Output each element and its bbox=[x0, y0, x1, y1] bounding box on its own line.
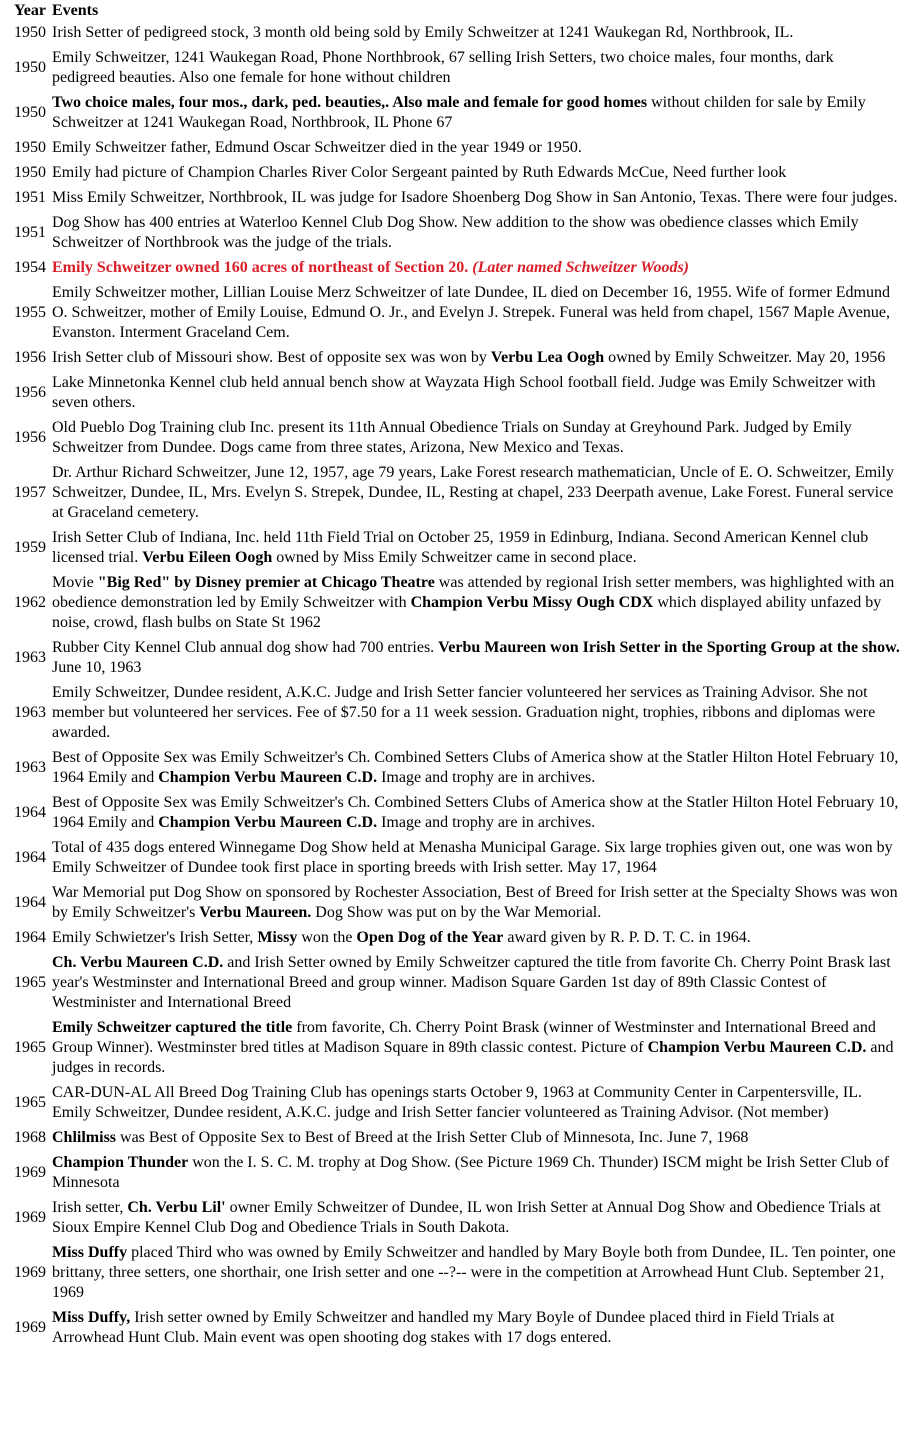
event-year: 1969 bbox=[14, 1209, 46, 1226]
table-row bbox=[0, 1016, 914, 1081]
emphasized-text: Miss Duffy, bbox=[52, 1309, 131, 1326]
event-description bbox=[52, 463, 914, 523]
table-row bbox=[0, 926, 914, 951]
table-row bbox=[0, 1196, 914, 1241]
event-description bbox=[52, 348, 914, 368]
event-text: CAR-DUN-AL All Breed Dog Training Club has openings starts October 9, 1963 at Community Center in Carpentersville, IL. Emily Schweitzer, Dundee resident, A.K.C. judge and Irish Setter fancier volunteered as Training Advisor. (Not member) bbox=[52, 1084, 862, 1121]
emphasized-text: Verbu Maureen. bbox=[199, 904, 312, 921]
year-column-header: Year bbox=[14, 2, 46, 19]
event-year: 1969 bbox=[14, 1164, 46, 1181]
event-description bbox=[52, 1018, 914, 1078]
event-description bbox=[52, 1198, 914, 1238]
emphasized-text: Ch. Verbu Lil' bbox=[127, 1199, 226, 1216]
event-text: without childen for sale by Emily Schweitzer at 1241 Waukegan Road, Northbrook, IL Phone 67 bbox=[52, 94, 866, 131]
table-row bbox=[0, 1306, 914, 1351]
event-text: Irish setter, bbox=[52, 1199, 128, 1216]
event-year: 1969 bbox=[14, 1319, 46, 1336]
event-text: Image and trophy are in archives. bbox=[377, 814, 596, 831]
event-text: Dr. Arthur Richard Schweitzer, June 12, 1957, age 79 years, Lake Forest research mathematician, Uncle of E. O. Schweitzer, Emily Schweitzer, Dundee, IL, Mrs. Evelyn S. Strepek, Dundee, IL, Resting at chapel, 233 Deerpath avenue, Lake Forest. Funeral service at Graceland cemetery. bbox=[52, 464, 894, 521]
event-text: June 10, 1963 bbox=[52, 659, 142, 676]
event-description bbox=[52, 748, 914, 788]
emphasized-text: Ch. Verbu Maureen C.D. bbox=[52, 954, 224, 971]
event-description bbox=[52, 93, 914, 133]
event-year: 1959 bbox=[14, 539, 46, 556]
event-year: 1950 bbox=[14, 139, 46, 156]
event-description bbox=[52, 188, 914, 208]
event-description bbox=[52, 258, 914, 278]
emphasized-text: Chlilmiss bbox=[52, 1129, 117, 1146]
event-text: placed Third who was owned by Emily Schweitzer and handled by Mary Boyle both from Dundee, IL. Ten pointer, one brittany, three setters, one shorthair, one Irish setter and one --?-- were in the competition at Arrowhead Hunt Club. September 21, 1969 bbox=[52, 1244, 896, 1301]
event-text: Image and trophy are in archives. bbox=[377, 769, 596, 786]
event-text: won the bbox=[297, 929, 357, 946]
event-text: Rubber City Kennel Club annual dog show had 700 entries. bbox=[52, 639, 439, 656]
event-year: 1950 bbox=[14, 24, 46, 41]
table-row bbox=[0, 1126, 914, 1151]
event-year: 1963 bbox=[14, 759, 46, 776]
table-row bbox=[0, 281, 914, 346]
table-row bbox=[0, 416, 914, 461]
event-description bbox=[52, 1243, 914, 1303]
event-year: 1951 bbox=[14, 224, 46, 241]
event-year: 1964 bbox=[14, 929, 46, 946]
event-text: Movie bbox=[52, 574, 98, 591]
event-year: 1954 bbox=[14, 259, 46, 276]
event-text: award given by R. P. D. T. C. in 1964. bbox=[503, 929, 751, 946]
event-description bbox=[52, 418, 914, 458]
event-description bbox=[52, 528, 914, 568]
event-description bbox=[52, 793, 914, 833]
event-year: 1964 bbox=[14, 849, 46, 866]
event-year: 1955 bbox=[14, 304, 46, 321]
event-description bbox=[52, 638, 914, 678]
emphasized-text: Verbu Lea Oogh bbox=[490, 349, 605, 366]
event-year: 1963 bbox=[14, 704, 46, 721]
event-text: Emily Schweitzer, 1241 Waukegan Road, Phone Northbrook, 67 selling Irish Setters, two choice males, four months, dark pedigreed beauties. Also one female for hone without children bbox=[52, 49, 834, 86]
emphasized-text: (Later named Schweitzer Woods) bbox=[468, 259, 689, 276]
emphasized-text: Champion Verbu Maureen C.D. bbox=[647, 1039, 867, 1056]
emphasized-text: Emily Schweitzer captured the title bbox=[52, 1019, 293, 1036]
event-text: Old Pueblo Dog Training club Inc. present its 11th Annual Obedience Trials on Sunday at Greyhound Park. Judged by Emily Schweitzer from Dundee. Dogs came from three states, Arizona, New Mexico and Texas. bbox=[52, 419, 852, 456]
event-text: was Best of Opposite Sex to Best of Breed at the Irish Setter Club of Minnesota, Inc. June 7, 1968 bbox=[116, 1129, 749, 1146]
emphasized-text: Champion Verbu Maureen C.D. bbox=[158, 814, 378, 831]
event-text: Emily Schweitzer father, Edmund Oscar Schweitzer died in the year 1949 or 1950. bbox=[52, 139, 582, 156]
event-description bbox=[52, 23, 914, 43]
table-row bbox=[0, 1081, 914, 1126]
emphasized-text: Open Dog of the Year bbox=[356, 929, 504, 946]
event-text: Emily Schweitzer, Dundee resident, A.K.C. Judge and Irish Setter fancier volunteered her services as Training Advisor. She not member but volunteered her services. Fee of $7.50 for a 11 week session. Graduation night, trophies, ribbons and diplomas were awarded. bbox=[52, 684, 876, 741]
table-row bbox=[0, 346, 914, 371]
event-year: 1965 bbox=[14, 974, 46, 991]
table-row bbox=[0, 91, 914, 136]
table-row bbox=[0, 46, 914, 91]
event-year: 1950 bbox=[14, 164, 46, 181]
event-year: 1965 bbox=[14, 1094, 46, 1111]
event-text: which displayed ability unfazed by noise, crowd, flash bulbs on State St 1962 bbox=[52, 594, 882, 631]
emphasized-text: Two choice males, four mos., dark, ped. beauties,. Also male and female for good homes bbox=[52, 94, 648, 111]
event-text: Irish setter owned by Emily Schweitzer and handled my Mary Boyle of Dundee placed third in Field Trials at Arrowhead Hunt Club. Main event was open shooting dog stakes with 17 dogs entered. bbox=[52, 1309, 835, 1346]
event-text: Irish Setter of pedigreed stock, 3 month old being sold by Emily Schweitzer at 1241 Waukegan Rd, Northbrook, IL. bbox=[52, 24, 794, 41]
event-description bbox=[52, 1083, 914, 1123]
table-row bbox=[0, 186, 914, 211]
event-description bbox=[52, 213, 914, 253]
event-description bbox=[52, 683, 914, 743]
event-text: owned by Emily Schweitzer. May 20, 1956 bbox=[604, 349, 886, 366]
table-row bbox=[0, 1241, 914, 1306]
table-row bbox=[0, 571, 914, 636]
event-description bbox=[52, 373, 914, 413]
table-row bbox=[0, 681, 914, 746]
event-description bbox=[52, 1308, 914, 1348]
event-year: 1956 bbox=[14, 429, 46, 446]
table-row bbox=[0, 461, 914, 526]
event-year: 1962 bbox=[14, 594, 46, 611]
table-header bbox=[0, 0, 914, 21]
event-text: Best of Opposite Sex was Emily Schweitzer's Ch. Combined Setters Clubs of America show at the Statler Hilton Hotel February 10, 1964 Emily and bbox=[52, 794, 899, 831]
event-year: 1957 bbox=[14, 484, 46, 501]
event-year: 1956 bbox=[14, 384, 46, 401]
emphasized-text: Verbu Maureen won Irish Setter in the Sporting Group at the show. bbox=[438, 639, 900, 656]
event-year: 1950 bbox=[14, 59, 46, 76]
table-row bbox=[0, 136, 914, 161]
table-body bbox=[0, 21, 914, 1351]
emphasized-text: Champion Thunder bbox=[52, 1154, 189, 1171]
event-text: Dog Show was put on by the War Memorial. bbox=[311, 904, 602, 921]
event-year: 1969 bbox=[14, 1264, 46, 1281]
event-text: from favorite, Ch. Cherry Point Brask (winner of Westminster and International Breed and Group Winner). Westminster bred titles at Madison Square in 89th classic contest. Picture of bbox=[52, 1019, 876, 1056]
table-row bbox=[0, 881, 914, 926]
event-text: Irish Setter club of Missouri show. Best of opposite sex was won by bbox=[52, 349, 491, 366]
table-row bbox=[0, 1151, 914, 1196]
event-text: owned by Miss Emily Schweitzer came in second place. bbox=[272, 549, 637, 566]
event-year: 1964 bbox=[14, 894, 46, 911]
emphasized-text: Emily Schweitzer owned 160 acres of northeast of Section 20. bbox=[52, 259, 469, 276]
emphasized-text: "Big Red" by Disney premier at Chicago Theatre bbox=[97, 574, 435, 591]
event-description bbox=[52, 573, 914, 633]
emphasized-text: Miss Duffy bbox=[52, 1244, 128, 1261]
event-year: 1951 bbox=[14, 189, 46, 206]
table-row bbox=[0, 211, 914, 256]
event-text: was attended by regional Irish setter members, was highlighted with an obedience demonstration led by Emily Schweitzer with bbox=[52, 574, 895, 611]
emphasized-text: Verbu Eileen Oogh bbox=[142, 549, 273, 566]
event-year: 1956 bbox=[14, 349, 46, 366]
table-row bbox=[0, 746, 914, 791]
event-text: Lake Minnetonka Kennel club held annual bench show at Wayzata High School football field. Judge was Emily Schweitzer with seven others. bbox=[52, 374, 876, 411]
event-description bbox=[52, 1153, 914, 1193]
table-row bbox=[0, 371, 914, 416]
event-text: Emily had picture of Champion Charles River Color Sergeant painted by Ruth Edwards McCue, Need further look bbox=[52, 164, 787, 181]
event-text: Dog Show has 400 entries at Waterloo Kennel Club Dog Show. New addition to the show was obedience classes which Emily Schweitzer of Northbrook was the judge of the trials. bbox=[52, 214, 859, 251]
event-text: Irish Setter Club of Indiana, Inc. held 11th Field Trial on October 25, 1959 in Edinburg, Indiana. Second American Kennel club licensed trial. bbox=[52, 529, 869, 566]
table-row bbox=[0, 526, 914, 571]
event-text: and judges in records. bbox=[52, 1039, 894, 1076]
table-row bbox=[0, 21, 914, 46]
event-description bbox=[52, 838, 914, 878]
emphasized-text: Missy bbox=[257, 929, 298, 946]
events-column-header: Events bbox=[52, 2, 99, 19]
event-year: 1968 bbox=[14, 1129, 46, 1146]
event-description bbox=[52, 928, 914, 948]
table-row bbox=[0, 256, 914, 281]
event-text: Emily Schweitzer mother, Lillian Louise Merz Schweitzer of late Dundee, IL died on December 16, 1955. Wife of former Edmund O. Schweitzer, mother of Emily Louise, Edmund O. Jr., and Evelyn J. Strepek. Funeral was held from chapel, 1567 Maple Avenue, Evanston. Interment Graceland Cem. bbox=[52, 284, 890, 341]
event-text: won the I. S. C. M. trophy at Dog Show. (See Picture 1969 Ch. Thunder) ISCM might be Irish Setter Club of Minnesota bbox=[52, 1154, 890, 1191]
event-description bbox=[52, 953, 914, 1013]
table-row bbox=[0, 161, 914, 186]
event-description bbox=[52, 138, 914, 158]
event-year: 1965 bbox=[14, 1039, 46, 1056]
event-description bbox=[52, 1128, 914, 1148]
emphasized-text: Champion Verbu Maureen C.D. bbox=[158, 769, 378, 786]
event-text: Emily Schwietzer's Irish Setter, bbox=[52, 929, 258, 946]
event-text: Best of Opposite Sex was Emily Schweitzer's Ch. Combined Setters Clubs of America show at the Statler Hilton Hotel February 10, 1964 Emily and bbox=[52, 749, 899, 786]
emphasized-text: Champion Verbu Missy Ough CDX bbox=[410, 594, 654, 611]
event-year: 1950 bbox=[14, 104, 46, 121]
event-description bbox=[52, 283, 914, 343]
event-description bbox=[52, 48, 914, 88]
event-text: Miss Emily Schweitzer, Northbrook, IL was judge for Isadore Shoenberg Dog Show in San Antonio, Texas. There were four judges. bbox=[52, 189, 898, 206]
table-row bbox=[0, 636, 914, 681]
event-year: 1963 bbox=[14, 649, 46, 666]
event-text: War Memorial put Dog Show on sponsored by Rochester Association, Best of Breed for Irish setter at the Specialty Shows was won by Emily Schweitzer's bbox=[52, 884, 898, 921]
event-text: owner Emily Schweitzer of Dundee, IL won Irish Setter at Annual Dog Show and Obedience Trials at Sioux Empire Kennel Club Dog and Obedience Trials in South Dakota. bbox=[52, 1199, 881, 1236]
event-text: and Irish Setter owned by Emily Schweitzer captured the title from favorite Ch. Cherry Point Brask last year's Westminster and International Breed and group winner. Madison Square Garden 1st day of 89th Classic Contest of Westminister and International Breed bbox=[52, 954, 891, 1011]
table-row bbox=[0, 791, 914, 836]
event-description bbox=[52, 883, 914, 923]
event-description bbox=[52, 163, 914, 183]
table-row bbox=[0, 951, 914, 1016]
event-year: 1964 bbox=[14, 804, 46, 821]
event-text: Total of 435 dogs entered Winnegame Dog Show held at Menasha Municipal Garage. Six large trophies given out, one was won by Emily Schweitzer of Dundee took first place in sporting breeds with Irish setter. May 17, 1964 bbox=[52, 839, 893, 876]
table-row bbox=[0, 836, 914, 881]
